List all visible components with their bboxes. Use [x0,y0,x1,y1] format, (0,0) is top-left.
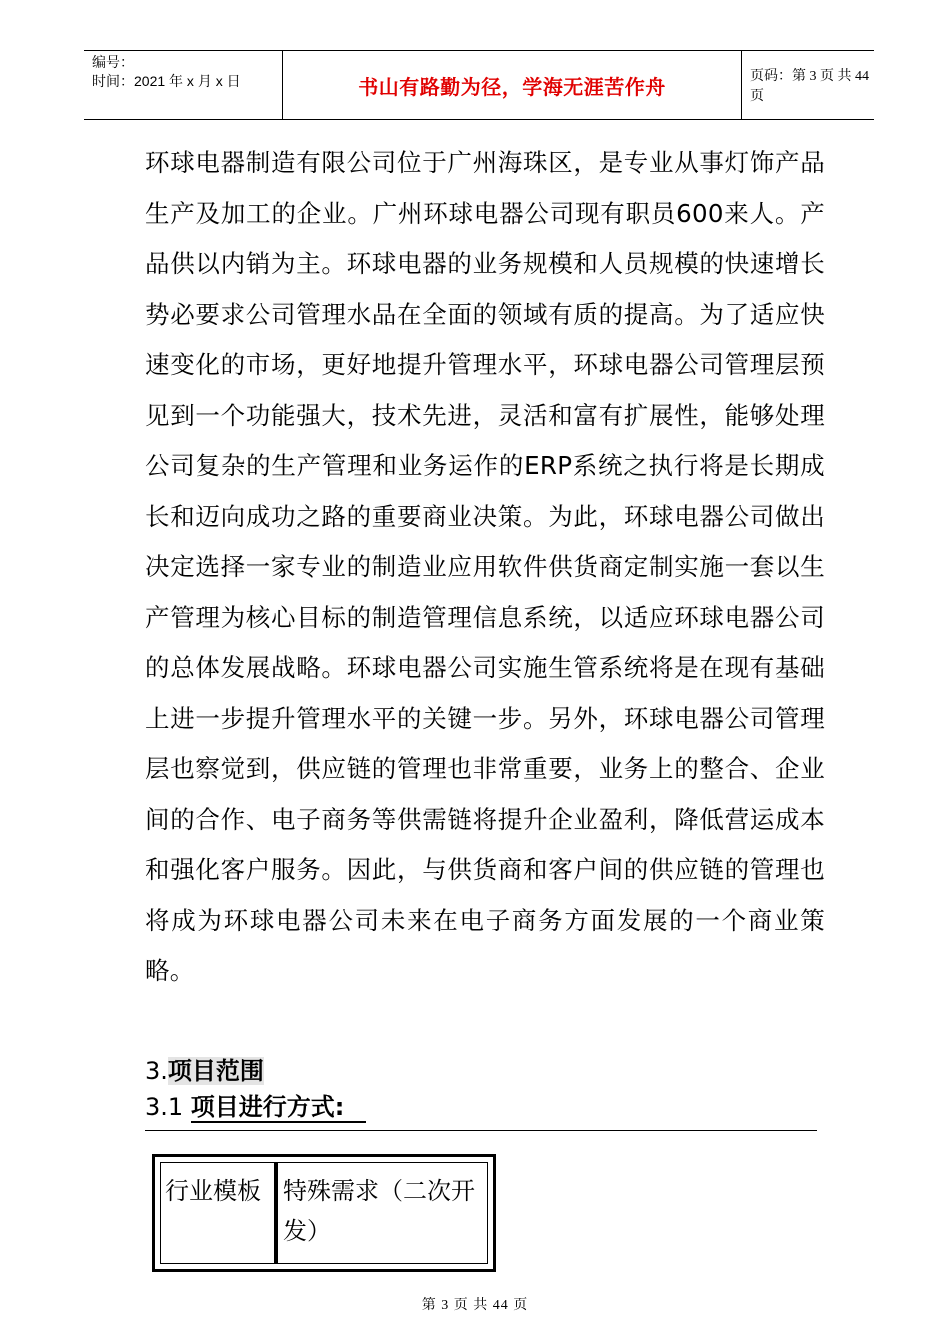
table-cell-industry-template [165,1163,273,1263]
body-text [145,138,825,997]
table-cell-special-requirements [283,1163,483,1263]
section-3-1-heading [145,1092,366,1122]
page-header [84,50,874,120]
section-3-1-number: 3.1 [145,1093,191,1121]
header-meta [84,51,282,119]
header-motto-cell [282,51,742,119]
section-3-number: 3. [145,1057,168,1085]
scope-table [152,1154,496,1272]
header-motto: 书山有路勤为径，学海无涯苦作舟 [358,74,666,99]
table-cell-text: 行业模板 [165,1177,261,1205]
section-3-heading [145,1056,264,1086]
section-3-1-title: 项目进行方式: [191,1093,367,1123]
header-page-cell [740,51,874,119]
body-paragraph: 环球电器制造有限公司位于广州海珠区，是专业从事灯饰产品生产及加工的企业。广州环球电器公司现有职员600来人。产品供以内销为主。环球电器的业务规模和人员规模的快速增长势必要求公司管理水品在全面的领域有质的提高。为了适应快速变化的市场，更好地提升管理水平，环球电器公司管理层预见到一个功能强大，技术先进，灵活和富有扩展性，能够处理公司复杂的生产管理和业务运作的ERP系统之执行将是长期成长和迈向成功之路的重要商业决策。为此，环球电器公司做出决定选择一家专业的制造业应用软件供货商定制实施一套以生产管理为核心目标的制造管理信息系统，以适应环球电器公司的总体发展战略。环球电器公司实施生管系统将是在现有基础上进一步提升管理水平的关键一步。另外，环球电器公司管理层也察觉到，供应链的管理也非常重要，业务上的整合、企业间的合作、电子商务等供需链将提升企业盈利，降低营运成本和强化客户服务。因此，与供货商和客户间的供应链的管理也将成为环球电器公司未来在电子商务方面发展的一个商业策略。 [145,148,825,985]
scope-table-inner [160,1162,488,1264]
section-divider [145,1130,817,1131]
table-cell-text: 特殊需求（二次开发） [283,1177,475,1245]
doc-time-label: 时间：2021 年 x 月 x 日 [92,73,241,89]
page-footer: 第 3 页 共 44 页 [421,1298,529,1313]
section-3-title: 项目范围 [167,1057,264,1085]
table-column-divider [274,1163,278,1263]
header-page-info: 页码：第 3 页 共 44 页 [750,69,869,104]
doc-number-label: 编号： [92,54,134,70]
